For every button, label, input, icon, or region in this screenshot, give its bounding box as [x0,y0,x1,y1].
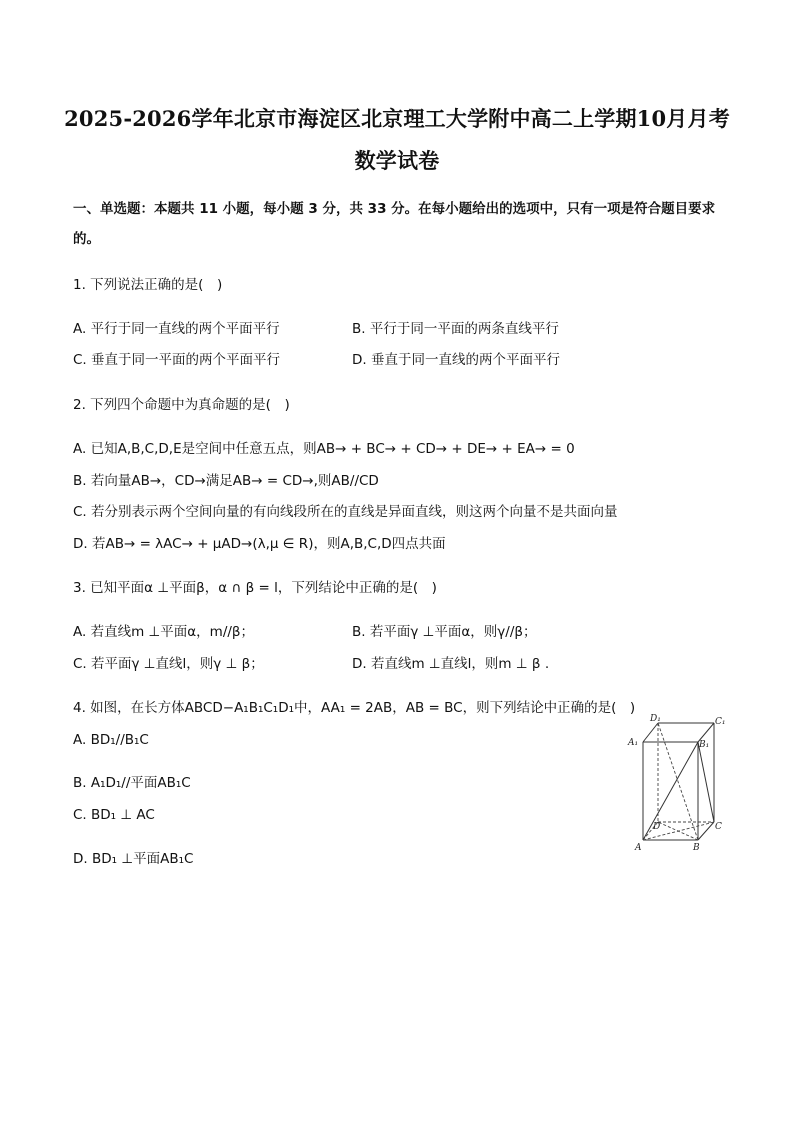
question-3-stem: 3. 已知平面α ⊥平面β，α ∩ β = l，下列结论中正确的是( ) [73,580,437,596]
edge-a1-d1 [643,723,658,742]
question-1-option-b: B. 平行于同一平面的两条直线平行 [352,321,559,337]
question-3-option-c: C. 若平面γ ⊥直线l，则γ ⊥ β； [73,656,264,672]
question-2-stem: 2. 下列四个命题中为真命题的是( ) [73,397,290,413]
edge-a-b1 [643,742,698,840]
question-4-option-a: A. BD₁//B₁C [73,732,149,748]
question-1-option-a: A. 平行于同一直线的两个平面平行 [73,321,280,337]
vertex-label-d: D [653,822,661,832]
cuboid-figure [626,712,726,852]
question-4-option-d: D. BD₁ ⊥平面AB₁C [73,851,194,867]
question-2-option-c: C. 若分别表示两个空间向量的有向线段所在的直线是异面直线，则这两个向量不是共面向量 [73,504,618,520]
vertex-label-a: A [635,843,642,852]
question-3-option-d: D. 若直线m ⊥直线l，则m ⊥ β . [352,656,550,672]
edge-b1-c [698,742,714,822]
exam-title-line2: 数学试卷 [354,148,440,173]
vertex-label-c1: C₁ [715,717,726,727]
edge-b-c [698,822,714,840]
section-instructions-line1: 一、单选题：本题共 11 小题，每小题 3 分，共 33 分。在每小题给出的选项中，只有一项是符合题目要求 [73,201,716,217]
cuboid-diagram [626,712,726,852]
question-4-stem: 4. 如图，在长方体ABCD−A₁B₁C₁D₁中，AA₁ = 2AB，AB = BC，则下列结论中正确的是( ) [73,700,636,716]
question-4-option-c: C. BD₁ ⊥ AC [73,807,155,823]
exam-title-line1: 2025-2026学年北京市海淀区北京理工大学附中高二上学期10月月考 [64,106,730,131]
vertex-label-b: B [693,843,700,852]
vertex-label-a1: A₁ [628,738,639,748]
question-4-option-b: B. A₁D₁//平面AB₁C [73,775,191,791]
vertex-label-c: C [715,822,722,832]
question-3-option-a: A. 若直线m ⊥平面α，m//β； [73,624,255,640]
question-1-stem: 1. 下列说法正确的是( ) [73,277,223,293]
hidden-diagonal-b-d [658,822,698,840]
question-1-option-c: C. 垂直于同一平面的两个平面平行 [73,352,281,368]
question-2-option-a: A. 已知A,B,C,D,E是空间中任意五点，则AB→ + BC→ + CD→ + DE→ + EA→ = 0 [73,441,575,457]
question-3-option-b: B. 若平面γ ⊥平面α，则γ//β； [352,624,537,640]
hidden-diagonal-b-d1 [658,723,698,840]
question-2-option-b: B. 若向量AB→，CD→满足AB→ = CD→,则AB//CD [73,473,379,489]
vertex-label-b1: B₁ [699,740,710,750]
vertex-label-d1: D₁ [650,714,661,724]
section-instructions-line2: 的。 [73,231,100,247]
question-2-option-d: D. 若AB→ = λAC→ + μAD→(λ,μ ∈ R)，则A,B,C,D四点共面 [73,536,446,552]
question-1-option-d: D. 垂直于同一直线的两个平面平行 [352,352,560,368]
